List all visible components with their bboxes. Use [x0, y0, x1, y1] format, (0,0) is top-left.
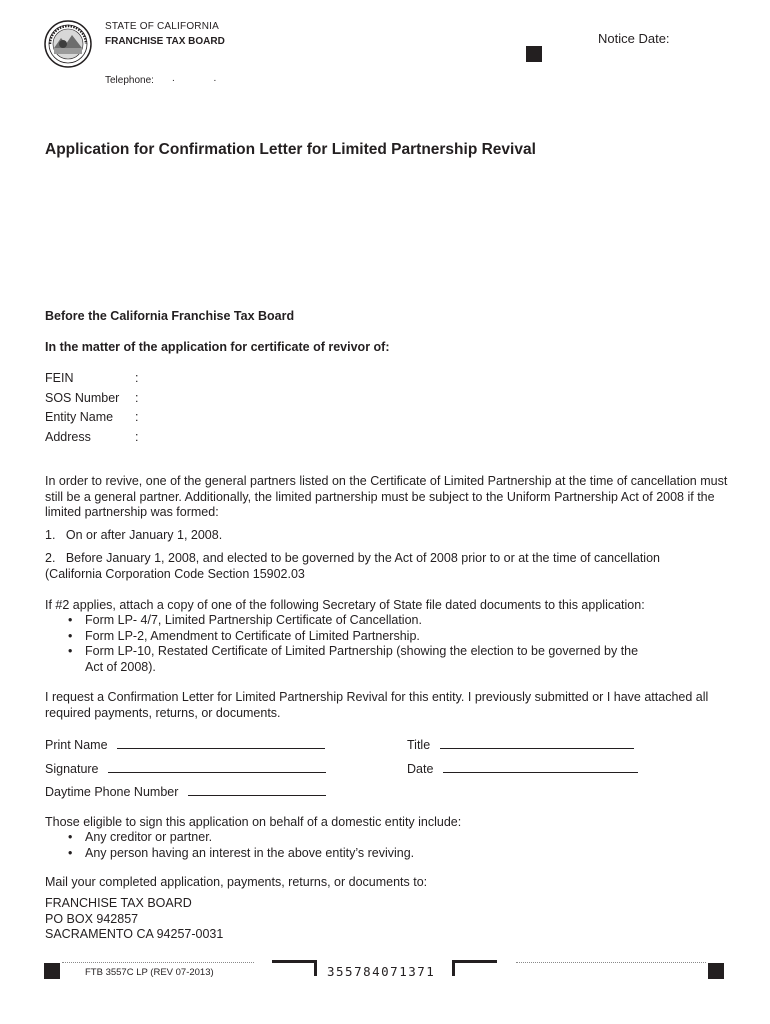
- daytime-phone-label: Daytime Phone Number: [45, 785, 179, 799]
- field-address: [45, 430, 138, 444]
- list-item: • Form LP- 4/7, Limited Partnership Certificate of Cancellation.: [45, 613, 685, 629]
- signature-label: Signature: [45, 762, 99, 776]
- field-sos-number: [45, 391, 138, 405]
- field-separator: :: [135, 391, 139, 405]
- footer-divider: [516, 962, 706, 963]
- list-item: • Form LP-10, Restated Certificate of Limited Partnership (showing the election to be governed by the Act of 2008).: [45, 644, 685, 675]
- list-item: • Any creditor or partner.: [45, 830, 685, 846]
- eligible-list: [45, 830, 685, 861]
- barcode-bracket-right: [452, 960, 497, 976]
- barcode-bracket-left: [272, 960, 317, 976]
- date-label: Date: [407, 762, 434, 776]
- field-separator: :: [135, 430, 139, 444]
- footer-divider: [62, 962, 254, 963]
- field-label: Address: [45, 430, 91, 444]
- intro-paragraph: In order to revive, one of the general partners listed on the Certificate of Limited Partnership at the time of cancellation must still be a general partner. Additionally, the limited partnership must be subject to the Uniform Partnership Act of 2008 if the limited partnership was formed:: [45, 474, 728, 519]
- title-label: Title: [407, 738, 431, 752]
- request-paragraph: I request a Confirmation Letter for Limited Partnership Revival for this entity. I previously submitted or I have attached all required payments, returns, or documents.: [45, 690, 709, 720]
- field-separator: :: [135, 371, 139, 385]
- daytime-phone-input[interactable]: [188, 784, 326, 796]
- date-input[interactable]: [443, 761, 638, 773]
- board-heading: Before the California Franchise Tax Board: [45, 309, 295, 323]
- title-input[interactable]: [440, 737, 634, 749]
- eligible-intro: Those eligible to sign this application on behalf of a domestic entity include:: [45, 815, 462, 829]
- agency-board-name: FRANCHISE TAX BOARD: [105, 36, 225, 47]
- page-title: Application for Confirmation Letter for Limited Partnership Revival: [45, 141, 536, 158]
- registration-mark: [526, 46, 542, 62]
- mail-address-line: FRANCHISE TAX BOARD: [45, 896, 192, 910]
- telephone-label: Telephone:: [105, 75, 154, 86]
- print-name-label: Print Name: [45, 738, 108, 752]
- form-number: FTB 3557C LP (REV 07-2013): [85, 967, 214, 978]
- print-name-input[interactable]: [117, 737, 325, 749]
- barcode-number: 355784071371: [327, 964, 436, 979]
- notice-date-label: Notice Date:: [598, 31, 670, 46]
- signature-input[interactable]: [108, 761, 326, 773]
- mail-address-line: SACRAMENTO CA 94257-0031: [45, 927, 224, 941]
- field-entity-name: [45, 410, 138, 424]
- title-field: [407, 737, 634, 754]
- mail-address: [45, 896, 223, 943]
- mail-address-line: PO BOX 942857: [45, 911, 139, 926]
- signature-field: [45, 761, 326, 778]
- registration-mark: [44, 963, 60, 979]
- print-name-field: [45, 737, 325, 754]
- daytime-phone-field: [45, 784, 326, 801]
- list-item: • Form LP-2, Amendment to Certificate of Limited Partnership.: [45, 629, 685, 645]
- condition-item-2: 2. Before January 1, 2008, and elected to be governed by the Act of 2008 prior to or at the time of cancellation (California Corporation Code Section 15902.03: [45, 551, 660, 581]
- field-separator: :: [135, 410, 139, 424]
- agency-state-name: STATE OF CALIFORNIA: [105, 21, 219, 32]
- attach-list: [45, 613, 685, 675]
- attach-intro: If #2 applies, attach a copy of one of the following Secretary of State file dated documents to this application:: [45, 598, 645, 612]
- matter-heading: In the matter of the application for certificate of revivor of:: [45, 340, 390, 354]
- mail-intro: Mail your completed application, payments, returns, or documents to:: [45, 875, 428, 889]
- field-label: Entity Name: [45, 410, 114, 424]
- telephone-value: . .: [172, 73, 235, 84]
- condition-item-1: 1. On or after January 1, 2008.: [45, 528, 223, 542]
- registration-mark: [708, 963, 724, 979]
- field-label: SOS Number: [45, 391, 120, 405]
- field-label: FEIN: [45, 371, 74, 385]
- list-item: • Any person having an interest in the above entity’s reviving.: [45, 846, 685, 862]
- field-fein: [45, 371, 138, 385]
- date-field: [407, 761, 638, 778]
- california-state-seal-icon: [44, 20, 92, 68]
